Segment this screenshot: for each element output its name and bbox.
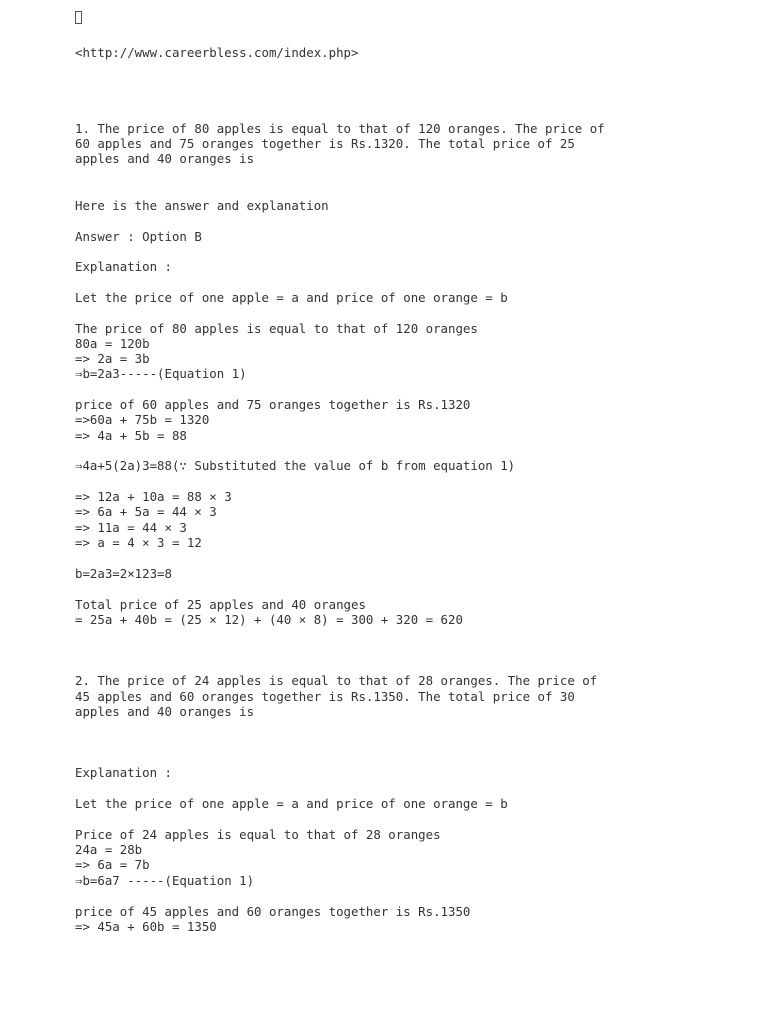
answer-intro: Here is the answer and explanation	[75, 198, 329, 213]
q1-step2-line: => 4a + 5b = 88	[75, 428, 187, 443]
question-1-text-line-3: apples and 40 oranges is	[75, 151, 255, 166]
question-2-text-line-3: apples and 40 oranges is	[75, 704, 255, 719]
q1-step3-line: => 11a = 44 × 3	[75, 520, 187, 535]
question-2-text-line-2: 45 apples and 60 oranges together is Rs.1350. The total price of 30	[75, 689, 575, 704]
q1-step3-line: => 12a + 10a = 88 × 3	[75, 489, 232, 504]
q1-step1-line: The price of 80 apples is equal to that of 120 oranges	[75, 321, 478, 336]
q1-step3-line: => a = 4 × 3 = 12	[75, 535, 202, 550]
answer-option: Answer : Option B	[75, 229, 202, 244]
q1-step2-line: price of 60 apples and 75 oranges together is Rs.1320	[75, 397, 471, 412]
source-link[interactable]: <http://www.careerbless.com/index.php>	[75, 45, 359, 60]
q2-step1-line: 24a = 28b	[75, 842, 143, 857]
question-1-text-line-2: 60 apples and 75 oranges together is Rs.1320. The total price of 25	[75, 136, 575, 151]
q2-step1-line: Price of 24 apples is equal to that of 28 oranges	[75, 827, 441, 842]
q1-step1-line: ⇒b=2a3-----(Equation 1)	[75, 366, 247, 381]
q2-step2-line: => 45a + 60b = 1350	[75, 919, 217, 934]
q1-total-line: Total price of 25 apples and 40 oranges	[75, 597, 366, 612]
q1-step3-line: => 6a + 5a = 44 × 3	[75, 504, 217, 519]
question-1-text-line-1: 1. The price of 80 apples is equal to that of 120 oranges. The price of	[75, 121, 605, 136]
q1-substitution: ⇒4a+5(2a)3=88(∵ Substituted the value of b from equation 1)	[75, 458, 516, 473]
q1-total-line: = 25a + 40b = (25 × 12) + (40 × 8) = 300 + 320 = 620	[75, 612, 463, 627]
missing-glyph-box-icon	[75, 11, 82, 24]
q1-step1-line: 80a = 120b	[75, 336, 150, 351]
explanation-label: Explanation :	[75, 259, 172, 274]
let-statement: Let the price of one apple = a and price of one orange = b	[75, 290, 508, 305]
explanation-label: Explanation :	[75, 765, 172, 780]
q1-step1-line: => 2a = 3b	[75, 351, 150, 366]
q2-step2-line: price of 45 apples and 60 oranges together is Rs.1350	[75, 904, 471, 919]
q1-b-value: b=2a3=2×123=8	[75, 566, 172, 581]
q1-step2-line: =>60a + 75b = 1320	[75, 412, 210, 427]
let-statement: Let the price of one apple = a and price of one orange = b	[75, 796, 508, 811]
q2-step1-line: => 6a = 7b	[75, 857, 150, 872]
q2-step1-line: ⇒b=6a7 -----(Equation 1)	[75, 873, 255, 888]
question-2-text-line-1: 2. The price of 24 apples is equal to that of 28 oranges. The price of	[75, 673, 598, 688]
